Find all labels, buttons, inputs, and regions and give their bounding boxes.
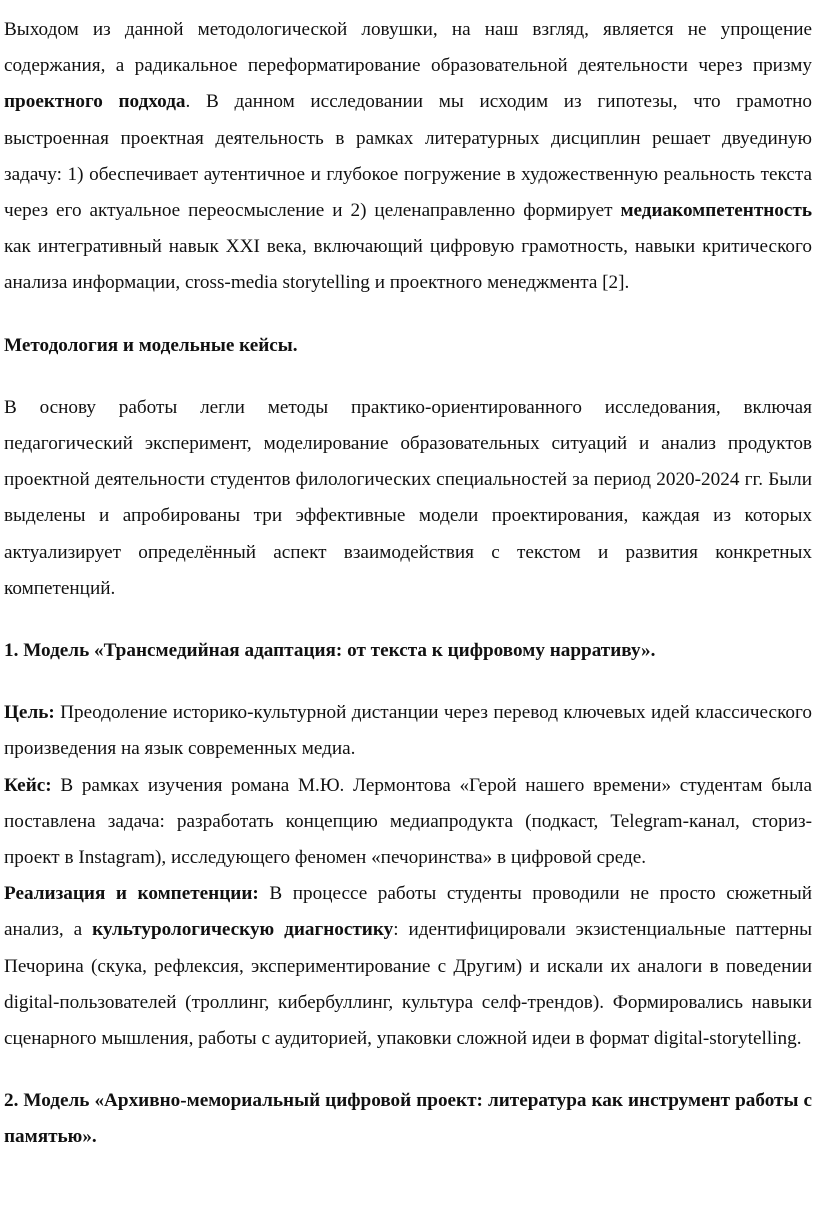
implementation-bold-diagnostics: культурологическую диагностику: [92, 919, 394, 941]
intro-text-2: . В данном исследовании мы исходим из гипотезы, что грамотно выстроенная проектная деятельность в рамках литературных дисциплин решает двуединую задачу: 1) обеспечивает аутентичное и глубокое погружение в художественную реальность текста через его актуальное переосмысление и 2) целенаправленно формирует: [4, 91, 812, 222]
methodology-heading: Методология и модельные кейсы.: [4, 334, 298, 356]
methodology-paragraph: В основу работы легли методы практико-ориентированного исследования, включая педагогический эксперимент, моделирование образовательных ситуаций и анализ продуктов проектной деятельности студентов филологических специальностей за период 2020-2024 гг. Были выделены и апробированы три эффективные модели проектирования, каждая из которых актуализирует определённый аспект взаимодействия с текстом и развития конкретных компетенций.: [4, 396, 812, 599]
intro-paragraph: [4, 12, 812, 302]
goal-text: Преодоление историко-культурной дистанции через перевод ключевых идей классического произведения на язык современных медиа.: [4, 702, 812, 760]
intro-bold-media-competence: медиакомпетентность: [620, 200, 812, 222]
model-2-heading: 2. Модель «Архивно-мемориальный цифровой проект: литература как инструмент работы с памятью».: [4, 1090, 812, 1148]
implementation-label: Реализация и компетенции:: [4, 883, 259, 905]
intro-bold-project-approach: проектного подхода: [4, 91, 186, 113]
intro-text-3: как интегративный навык XXI века, включающий цифровую грамотность, навыки критического анализа информации, cross-media storytelling и проектного менеджмента [2].: [4, 236, 812, 294]
goal-label: Цель:: [4, 702, 55, 724]
implementation-text-1: В процессе работы студенты проводили не просто сюжетный анализ, а: [4, 883, 812, 941]
case-label: Кейс:: [4, 774, 52, 796]
goal-paragraph: [4, 695, 812, 767]
case-text: В рамках изучения романа М.Ю. Лермонтова «Герой нашего времени» студентам была поставлена задача: разработать концепцию медиапродукта (подкаст, Telegram-канал, сториз-проект в Instagram), исследующего феномен «печоринства» в цифровой среде.: [4, 774, 812, 869]
implementation-paragraph: [4, 876, 812, 1057]
case-paragraph: [4, 768, 812, 877]
model-1-heading: 1. Модель «Трансмедийная адаптация: от текста к цифровому нарративу».: [4, 640, 656, 662]
implementation-text-2: : идентифицировали экзистенциальные паттерны Печорина (скука, рефлексия, экспериментирование с Другим) и искали их аналоги в поведении digital-пользователей (троллинг, кибербуллинг, культура селф-трендов). Формировались навыки сценарного мышления, работы с аудиторией, упаковки сложной идеи в формат digital-storytelling.: [4, 919, 812, 1050]
document-page: [4, 12, 812, 1156]
intro-text-1: Выходом из данной методологической ловушки, на наш взгляд, является не упрощение содержания, а радикальное переформатирование образовательной деятельности через призму: [4, 19, 812, 77]
